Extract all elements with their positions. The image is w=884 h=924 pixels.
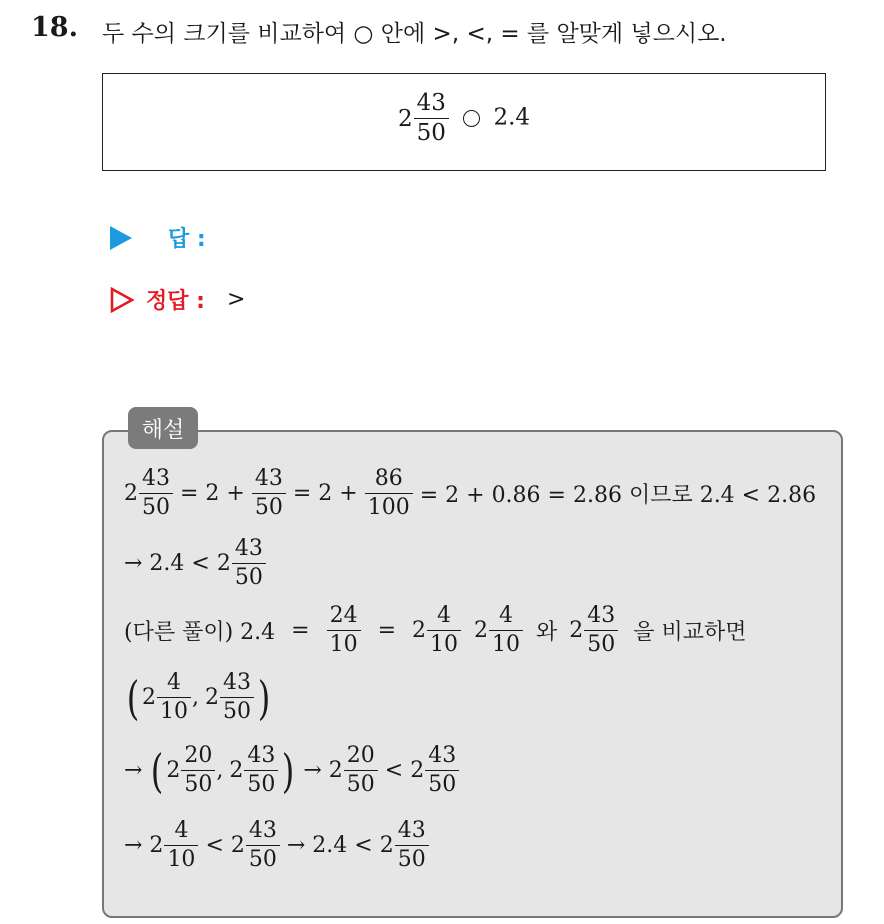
mixed-number bbox=[398, 92, 450, 145]
whole: 2 bbox=[569, 618, 584, 643]
fraction bbox=[164, 820, 198, 871]
whole: 2 bbox=[412, 618, 427, 643]
arrow: → bbox=[124, 758, 143, 783]
whole: 2 bbox=[229, 758, 244, 783]
fraction bbox=[157, 672, 191, 723]
numerator: 4 bbox=[499, 603, 514, 628]
denominator: 50 bbox=[252, 493, 286, 519]
numerator: 43 bbox=[248, 818, 277, 843]
whole: 2 bbox=[474, 618, 489, 643]
denominator: 50 bbox=[425, 770, 459, 796]
fraction bbox=[427, 605, 461, 656]
mid-text: → 2.4 < 2 bbox=[286, 833, 394, 858]
question-box bbox=[102, 73, 826, 171]
fraction bbox=[489, 605, 523, 656]
fraction bbox=[220, 672, 254, 723]
denominator: 10 bbox=[489, 630, 523, 656]
denominator: 50 bbox=[232, 563, 266, 589]
numerator: 43 bbox=[234, 536, 263, 561]
numerator: 20 bbox=[346, 743, 375, 768]
whole-part: 2 bbox=[397, 105, 413, 132]
comparison-expression bbox=[103, 92, 825, 145]
solution-tag: 해설 bbox=[128, 407, 198, 449]
numerator: 24 bbox=[329, 603, 358, 628]
numerator: 43 bbox=[247, 743, 276, 768]
equals: = bbox=[377, 618, 397, 643]
denominator: 50 bbox=[414, 118, 449, 145]
result-text: = 2 + 0.86 = 2.86 이므로 2.4 < 2.86 bbox=[419, 483, 817, 508]
fraction bbox=[414, 92, 449, 145]
play-triangle-icon bbox=[110, 226, 132, 250]
question-number: 18. bbox=[31, 12, 78, 43]
solution-line-3 bbox=[124, 605, 747, 656]
denominator: 50 bbox=[246, 845, 280, 871]
whole: 2 bbox=[166, 758, 181, 783]
whole: 2 bbox=[124, 481, 138, 506]
numerator: 43 bbox=[397, 818, 426, 843]
close-paren: ) bbox=[257, 670, 271, 725]
correct-answer-value: > bbox=[226, 287, 246, 312]
operator-text: = 2 + bbox=[292, 481, 358, 506]
denominator: 10 bbox=[157, 697, 191, 723]
fraction bbox=[139, 468, 173, 519]
less-than-text: < 2 bbox=[205, 833, 245, 858]
fraction bbox=[344, 745, 378, 796]
solution-line-5 bbox=[124, 745, 460, 796]
denominator: 50 bbox=[584, 630, 618, 656]
denominator: 100 bbox=[365, 493, 413, 519]
numerator: 4 bbox=[437, 603, 452, 628]
numerator: 43 bbox=[416, 90, 446, 116]
fraction bbox=[425, 745, 459, 796]
denominator: 50 bbox=[139, 493, 173, 519]
correct-answer-row bbox=[110, 284, 245, 315]
tail-text: 을 비교하면 bbox=[633, 620, 747, 645]
equals: = bbox=[291, 618, 310, 643]
open-paren: ( bbox=[151, 743, 164, 798]
numerator: 43 bbox=[254, 466, 283, 491]
whole: 2 bbox=[204, 685, 219, 710]
numerator: 43 bbox=[222, 670, 251, 695]
denominator: 50 bbox=[181, 770, 215, 796]
denominator: 10 bbox=[427, 630, 461, 656]
conjunction-text: 와 bbox=[536, 620, 558, 645]
denominator: 50 bbox=[220, 697, 254, 723]
numerator: 43 bbox=[587, 603, 616, 628]
solution-line-6 bbox=[124, 820, 430, 871]
fraction bbox=[246, 820, 280, 871]
fraction bbox=[252, 468, 286, 519]
blank-circle[interactable] bbox=[463, 110, 480, 127]
numerator: 86 bbox=[374, 466, 403, 491]
denominator: 50 bbox=[244, 770, 278, 796]
numerator: 43 bbox=[428, 743, 457, 768]
denominator: 50 bbox=[395, 845, 429, 871]
question-text: 두 수의 크기를 비교하여 ○ 안에 >, <, = 를 알맞게 넣으시오. bbox=[102, 21, 727, 47]
less-than-text: < 2 bbox=[384, 758, 425, 783]
denominator: 50 bbox=[344, 770, 378, 796]
solution-line-4 bbox=[124, 672, 273, 723]
open-paren: ( bbox=[126, 670, 140, 725]
whole: 2 bbox=[141, 685, 156, 710]
numerator: 4 bbox=[166, 670, 181, 695]
compare-value: 2.4 bbox=[493, 104, 531, 131]
fraction bbox=[181, 745, 215, 796]
lead-text: → 2 bbox=[124, 833, 164, 858]
mid-text: → 2 bbox=[303, 758, 343, 783]
fraction bbox=[365, 468, 413, 519]
correct-answer-label: 정답 : bbox=[146, 289, 205, 314]
operator-text: = 2 + bbox=[180, 481, 245, 506]
fraction bbox=[584, 605, 618, 656]
answer-row bbox=[110, 222, 206, 253]
fraction bbox=[232, 538, 266, 589]
fraction bbox=[327, 605, 361, 656]
answer-label: 답 : bbox=[168, 227, 206, 252]
separator: , bbox=[216, 758, 224, 783]
numerator: 43 bbox=[142, 466, 170, 491]
separator: , bbox=[191, 685, 199, 710]
lead-text: (다른 풀이) 2.4 bbox=[124, 620, 276, 645]
numerator: 4 bbox=[174, 818, 189, 843]
outline-triangle-icon bbox=[110, 287, 134, 313]
denominator: 10 bbox=[164, 845, 198, 871]
solution-line-1 bbox=[124, 468, 822, 519]
solution-line-2 bbox=[124, 538, 267, 589]
close-paren: ) bbox=[282, 743, 295, 798]
denominator: 10 bbox=[327, 630, 361, 656]
fraction bbox=[395, 820, 429, 871]
numerator: 20 bbox=[184, 743, 213, 768]
fraction bbox=[244, 745, 278, 796]
lead-text: → 2.4 < 2 bbox=[124, 551, 231, 576]
